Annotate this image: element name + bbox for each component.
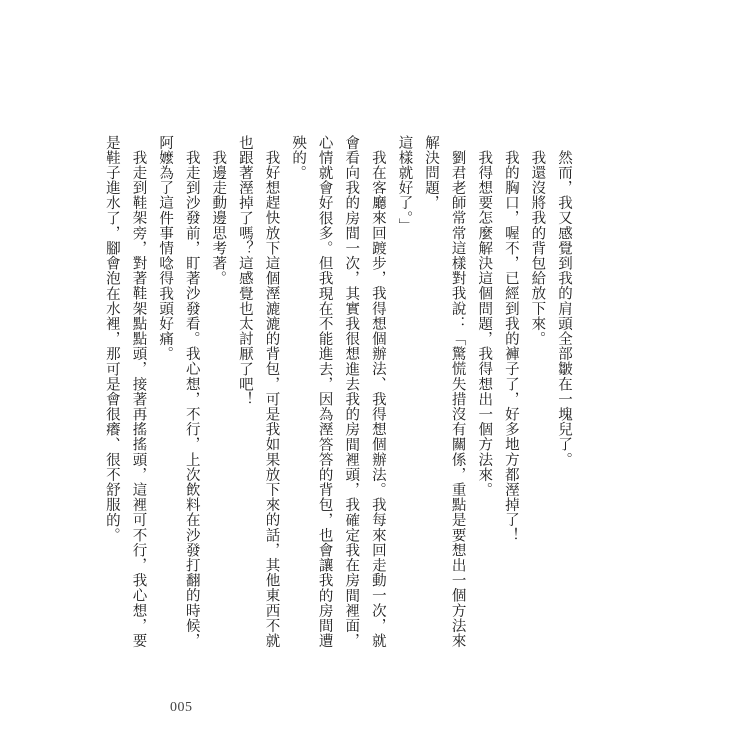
paragraph-1: 然而，我又感覺到我的肩頭全部皺在一塊兒了。 [556, 149, 572, 467]
paragraph-7: 我好想趕快放下這個溼漉漉的背包，可是我如果放下來的話，其他東西不就也跟著溼掉了嗎？這感覺也太討厭了吧！ [236, 135, 280, 648]
paragraph-8: 我邊走動邊思考著。 [210, 149, 227, 286]
paragraph-5: 劉君老師常常這樣對我說：「驚慌失措沒有關係，重點是要想出一個方法來解決問題， [423, 135, 466, 648]
paragraph-4: 我得想要怎麼解決這個問題，我得想出一個方法來。 [476, 149, 493, 497]
paragraph-6: 我在客廳來回踱步，我得想個辦法、我得想個辦法。我每來回走動一次，就會看向我的房間一次，其實我很想進去我的房間裡頭，我確定我在房間裡面，心情就會好很多。但我現在不能進去，因為溼答答的背包，也會讓我的房間遭殃的。 [290, 135, 386, 649]
paragraph-5-continuation: 這樣就好了。」 [396, 135, 413, 234]
paragraph-9: 我走到沙發前，盯著沙發看。我心想，不行，上次飲料在沙發打翻的時候，阿嬤為了這件事情唸得我頭好痛。 [157, 135, 200, 648]
paragraph-10: 我走到鞋架旁，對著鞋架點點頭，接著再搖搖頭，這裡可不行，我心想，要是鞋子進水了，腳會泡在水裡，那可是會很癢、很不舒服的。 [103, 135, 147, 648]
vertical-text-body [98, 135, 577, 655]
paragraph-3: 我的胸口，喔不，已經到我的褲子了，好多地方都溼掉了！ [502, 149, 519, 543]
paragraph-2: 我還沒將我的背包給放下來。 [529, 149, 546, 346]
page-number: 005 [170, 700, 193, 715]
